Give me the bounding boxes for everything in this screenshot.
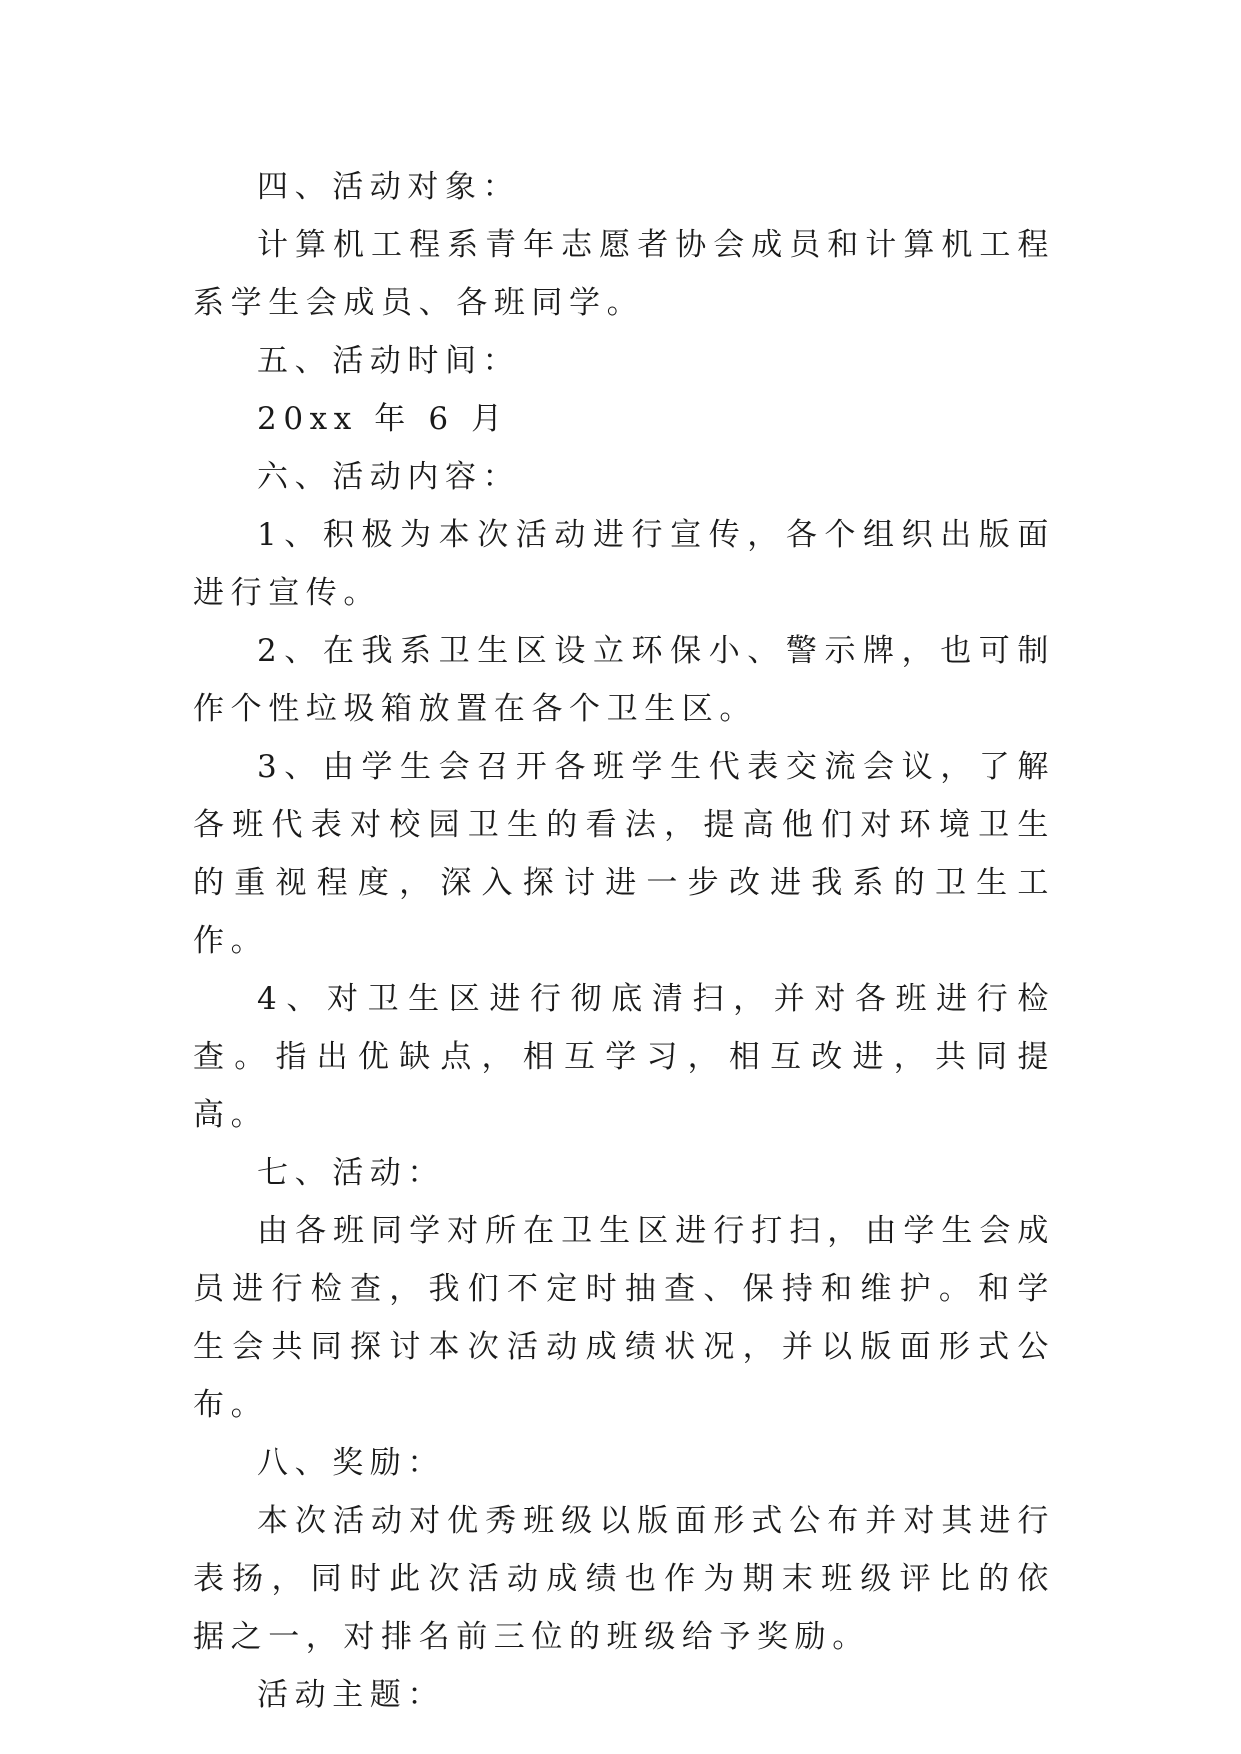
section-heading-activity: 七、活动： — [257, 1155, 445, 1191]
section-heading-audience: 四、活动对象： — [257, 169, 521, 205]
document-body — [193, 158, 1055, 1724]
section-heading-theme: 活动主题： — [257, 1677, 445, 1713]
section-heading-time: 五、活动时间： — [257, 343, 521, 379]
section-heading-reward: 八、奖励： — [257, 1445, 445, 1481]
list-item-1: 1、积极为本次活动进行宣传，各个组织出版面进行宣传。 — [193, 517, 1055, 611]
list-item-2: 2、在我系卫生区设立环保小、警示牌，也可制作个性垃圾箱放置在各个卫生区。 — [193, 633, 1055, 727]
section-heading-content: 六、活动内容： — [257, 459, 521, 495]
paragraph-reward: 本次活动对优秀班级以版面形式公布并对其进行表扬，同时此次活动成绩也作为期末班级评比的依据之一，对排名前三位的班级给予奖励。 — [193, 1503, 1055, 1655]
paragraph-time: 20xx 年 6 月 — [257, 401, 509, 437]
paragraph-activity: 由各班同学对所在卫生区进行打扫，由学生会成员进行检查，我们不定时抽查、保持和维护。和学生会共同探讨本次活动成绩状况，并以版面形式公布。 — [193, 1213, 1055, 1423]
list-item-4: 4、对卫生区进行彻底清扫，并对各班进行检查。指出优缺点，相互学习，相互改进，共同提高。 — [193, 981, 1055, 1133]
list-item-3: 3、由学生会召开各班学生代表交流会议，了解各班代表对校园卫生的看法，提高他们对环境卫生的重视程度，深入探讨进一步改进我系的卫生工作。 — [193, 749, 1055, 959]
paragraph-audience: 计算机工程系青年志愿者协会成员和计算机工程系学生会成员、各班同学。 — [193, 227, 1055, 321]
